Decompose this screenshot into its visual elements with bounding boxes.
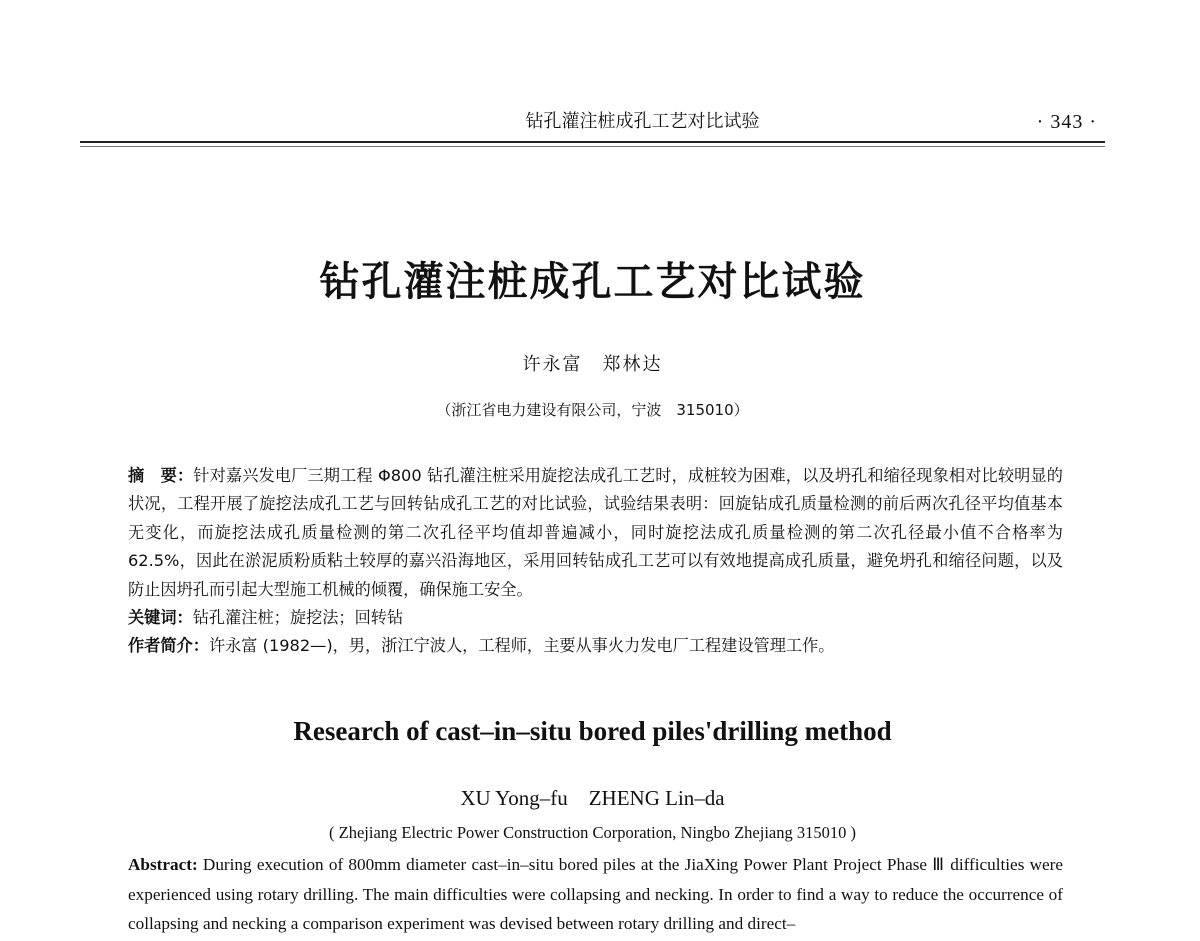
abstract-label-cn: 摘 要： bbox=[128, 466, 194, 485]
abstract-text-en: During execution of 800mm diameter cast–in–situ bored piles at the JiaXing Power Plant Project Phase Ⅲ difficulties were experienced using rotary drilling. The main difficulties were collapsing and necking. In order to find a way to reduce the occurrence of collapsing and necking a comparison experiment was devised between rotary drilling and direct– bbox=[128, 855, 1063, 933]
keywords-cn bbox=[128, 604, 1063, 632]
abstract-cn bbox=[128, 462, 1063, 604]
affiliation-en: ( Zhejiang Electric Power Construction Corporation, Ningbo Zhejiang 315010 ) bbox=[329, 823, 856, 842]
author-bio-label-cn: 作者简介： bbox=[128, 636, 209, 656]
article-title-en: Research of cast–in–situ bored piles'drilling method bbox=[293, 716, 892, 746]
author-bio-text-cn: 许永富 (1982—)，男，浙江宁波人，工程师，主要从事火力发电厂工程建设管理工作。 bbox=[208, 636, 835, 656]
header-rule bbox=[80, 141, 1105, 143]
keywords-label-cn: 关键词： bbox=[128, 608, 193, 628]
authors-en: XU Yong–fu ZHENG Lin–da bbox=[460, 786, 725, 810]
running-header bbox=[80, 108, 1105, 138]
abstract-label-en: Abstract: bbox=[128, 855, 198, 874]
abstract-en bbox=[128, 850, 1063, 939]
header-rule-thin bbox=[80, 146, 1105, 147]
affiliation-cn: （浙江省电力建设有限公司，宁波 315010） bbox=[436, 401, 749, 419]
running-title: 钻孔灌注桩成孔工艺对比试验 bbox=[525, 111, 760, 132]
abstract-text-cn: 针对嘉兴发电厂三期工程 Φ800 钻孔灌注桩采用旋挖法成孔工艺时，成桩较为困难，以及坍孔和缩径现象相对比较明显的状况，工程开展了旋挖法成孔工艺与回转钻成孔工艺的对比试验，试验结果表明：回旋钻成孔质量检测的前后两次孔径平均值基本无变化，而旋挖法成孔质量检测的第二次孔径平均值却普遍减小，同时旋挖法成孔质量检测的第二次孔径最小值不合格率为 62.5%，因此在淤泥质粉质粘土较厚的嘉兴沿海地区，采用回转钻成孔工艺可以有效地提高成孔质量，避免坍孔和缩径问题，以及防止因坍孔而引起大型施工机械的倾覆，确保施工安全。 bbox=[128, 466, 1063, 599]
keywords-text-cn: 钻孔灌注桩；旋挖法；回转钻 bbox=[192, 608, 404, 628]
authors-cn: 许永富 郑林达 bbox=[522, 354, 663, 375]
page-number: · 343 · bbox=[1036, 111, 1097, 133]
abstract-block-en bbox=[128, 850, 1063, 939]
article-title-cn: 钻孔灌注桩成孔工艺对比试验 bbox=[319, 259, 866, 305]
author-bio-cn bbox=[128, 632, 1063, 660]
abstract-block-cn bbox=[128, 462, 1063, 661]
